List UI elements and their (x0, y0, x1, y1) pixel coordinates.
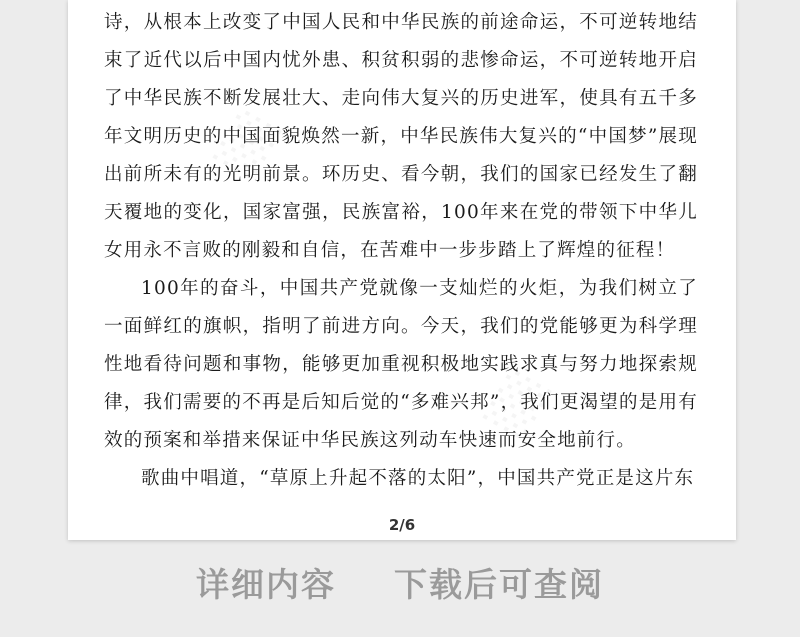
footer-bar (0, 560, 800, 610)
paragraph: 歌曲中唱道，“草原上升起不落的太阳”，中国共产党正是这片东 (141, 468, 695, 489)
document-body (104, 4, 698, 498)
paragraph: 100年的奋斗，中国共产党就像一支灿烂的火炬，为我们树立了一面鲜红的旗帜，指明了前进方向。今天，我们的党能够更为科学理性地看待问题和事物，能够更加重视积极地实践求真与努力地探索规律，我们需要的不再是后知后觉的“多难兴邦”，我们更渴望的是用有效的预案和举措来保证中华民族这列动车快速而安全地前行。 (104, 278, 698, 451)
watermark-decoration: ░░ (483, 364, 555, 442)
paragraph: 诗，从根本上改变了中国人民和中华民族的前途命运，不可逆转地结束了近代以后中国内忧外患、积贫积弱的悲惨命运，不可逆转地开启了中华民族不断发展壮大、走向伟大复兴的历史进军，使具有五千多年文明历史的中国面貌焕然一新，中华民族伟大复兴的“中国梦”展现出前所未有的光明前景。环历史、看今朝，我们的国家已经发生了翻天覆地的变化，国家富强，民族富裕，100年来在党的带领下中华儿女用永不言败的刚毅和自信，在苦难中一步步踏上了辉煌的征程！ (104, 12, 698, 261)
details-button[interactable]: 详细内容 (196, 565, 336, 604)
watermark-decoration: ░░ (213, 104, 285, 182)
download-to-view-button[interactable]: 下载后可查阅 (394, 565, 604, 604)
page-number: 2/6 (388, 516, 416, 534)
document-page (68, 0, 736, 540)
